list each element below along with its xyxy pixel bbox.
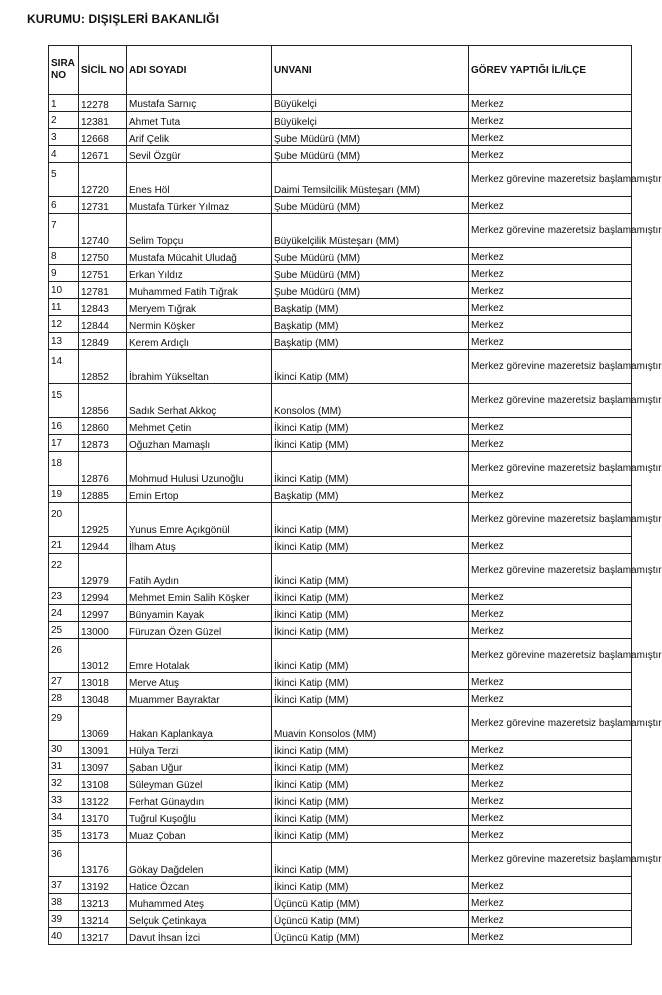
cell-sicil: 12856 (79, 384, 127, 418)
table-row (49, 248, 632, 265)
cell-sicil: 13097 (79, 758, 127, 775)
cell-sira: 5 (49, 163, 79, 197)
cell-sira: 8 (49, 248, 79, 265)
table-row (49, 843, 632, 877)
cell-sicil: 13192 (79, 877, 127, 894)
table-row (49, 503, 632, 537)
cell-gorev-yeri: Merkez (469, 112, 632, 129)
cell-adi-soyadi: Süleyman Güzel (127, 775, 272, 792)
cell-sicil: 12278 (79, 95, 127, 112)
cell-sira: 15 (49, 384, 79, 418)
table-row (49, 333, 632, 350)
cell-sira: 12 (49, 316, 79, 333)
cell-sira: 27 (49, 673, 79, 690)
cell-gorev-yeri: Merkez (469, 690, 632, 707)
cell-sira: 9 (49, 265, 79, 282)
table-row (49, 214, 632, 248)
table-row (49, 894, 632, 911)
cell-adi-soyadi: Ahmet Tuta (127, 112, 272, 129)
cell-sira: 25 (49, 622, 79, 639)
cell-adi-soyadi: Muammer Bayraktar (127, 690, 272, 707)
cell-adi-soyadi: Hatice Özcan (127, 877, 272, 894)
table-row (49, 622, 632, 639)
cell-sira: 14 (49, 350, 79, 384)
cell-sira: 34 (49, 809, 79, 826)
cell-sicil: 12860 (79, 418, 127, 435)
table-row (49, 112, 632, 129)
cell-unvani: İkinci Katip (MM) (272, 877, 469, 894)
cell-sira: 29 (49, 707, 79, 741)
cell-sira: 3 (49, 129, 79, 146)
cell-unvani: İkinci Katip (MM) (272, 843, 469, 877)
cell-adi-soyadi: Ferhat Günaydın (127, 792, 272, 809)
cell-adi-soyadi: Muaz Çoban (127, 826, 272, 843)
cell-sira: 13 (49, 333, 79, 350)
cell-adi-soyadi: Muhammed Ateş (127, 894, 272, 911)
cell-sicil: 13069 (79, 707, 127, 741)
cell-adi-soyadi: Merve Atuş (127, 673, 272, 690)
document-title: KURUMU: DIŞIŞLERİ BAKANLIĞI (27, 12, 220, 26)
table-row (49, 707, 632, 741)
cell-sicil: 13048 (79, 690, 127, 707)
cell-gorev-yeri: Merkez (469, 741, 632, 758)
cell-sira: 40 (49, 928, 79, 945)
cell-gorev-yeri: Merkez (469, 588, 632, 605)
cell-gorev-yeri: Merkez görevine mazeretsiz başlamamıştır (469, 639, 632, 673)
cell-sira: 21 (49, 537, 79, 554)
table-row (49, 588, 632, 605)
cell-gorev-yeri: Merkez görevine mazeretsiz başlamamıştır (469, 503, 632, 537)
table-row (49, 299, 632, 316)
cell-adi-soyadi: Mustafa Mücahit Uludağ (127, 248, 272, 265)
cell-unvani: Konsolos (MM) (272, 384, 469, 418)
cell-sicil: 13018 (79, 673, 127, 690)
header-unvani: UNVANI (272, 46, 469, 95)
cell-sira: 36 (49, 843, 79, 877)
table-row (49, 129, 632, 146)
cell-adi-soyadi: İlham Atuş (127, 537, 272, 554)
cell-adi-soyadi: Yunus Emre Açıkgönül (127, 503, 272, 537)
table-row (49, 554, 632, 588)
cell-sicil: 12944 (79, 537, 127, 554)
header-sira-line1: SIRA (51, 58, 75, 69)
cell-gorev-yeri: Merkez (469, 265, 632, 282)
cell-sira: 24 (49, 605, 79, 622)
cell-sira: 16 (49, 418, 79, 435)
cell-sicil: 13214 (79, 911, 127, 928)
table-row (49, 758, 632, 775)
cell-adi-soyadi: Emin Ertop (127, 486, 272, 503)
table-row (49, 95, 632, 112)
table-row (49, 282, 632, 299)
cell-gorev-yeri: Merkez (469, 911, 632, 928)
cell-adi-soyadi: Fatih Aydın (127, 554, 272, 588)
cell-unvani: İkinci Katip (MM) (272, 588, 469, 605)
cell-sicil: 12731 (79, 197, 127, 214)
cell-adi-soyadi: Mohmud Hulusi Uzunoğlu (127, 452, 272, 486)
cell-unvani: İkinci Katip (MM) (272, 452, 469, 486)
cell-sira: 1 (49, 95, 79, 112)
cell-sicil: 12997 (79, 605, 127, 622)
cell-sira: 7 (49, 214, 79, 248)
header-sicil-no: SİCİL NO (79, 46, 127, 95)
cell-unvani: Muavin Konsolos (MM) (272, 707, 469, 741)
cell-sicil: 12994 (79, 588, 127, 605)
cell-sicil: 12849 (79, 333, 127, 350)
cell-sicil: 12925 (79, 503, 127, 537)
table-row (49, 350, 632, 384)
cell-sicil: 12885 (79, 486, 127, 503)
cell-unvani: Şube Müdürü (MM) (272, 129, 469, 146)
cell-sicil: 12381 (79, 112, 127, 129)
cell-adi-soyadi: Selçuk Çetinkaya (127, 911, 272, 928)
cell-sicil: 12873 (79, 435, 127, 452)
cell-unvani: Büyükelçi (272, 112, 469, 129)
cell-gorev-yeri: Merkez (469, 537, 632, 554)
cell-unvani: Büyükelçi (272, 95, 469, 112)
cell-sira: 31 (49, 758, 79, 775)
table-row (49, 826, 632, 843)
table-row (49, 418, 632, 435)
table-row (49, 911, 632, 928)
cell-unvani: Şube Müdürü (MM) (272, 265, 469, 282)
cell-sicil: 12671 (79, 146, 127, 163)
cell-gorev-yeri: Merkez görevine mazeretsiz başlamamıştır (469, 350, 632, 384)
cell-unvani: İkinci Katip (MM) (272, 809, 469, 826)
cell-gorev-yeri: Merkez (469, 622, 632, 639)
cell-adi-soyadi: Oğuzhan Mamaşlı (127, 435, 272, 452)
table-row (49, 435, 632, 452)
cell-unvani: Şube Müdürü (MM) (272, 197, 469, 214)
table-row (49, 537, 632, 554)
cell-sira: 28 (49, 690, 79, 707)
cell-sira: 11 (49, 299, 79, 316)
cell-unvani: İkinci Katip (MM) (272, 605, 469, 622)
cell-sira: 4 (49, 146, 79, 163)
cell-sira: 26 (49, 639, 79, 673)
cell-adi-soyadi: Mehmet Çetin (127, 418, 272, 435)
table-row (49, 792, 632, 809)
cell-gorev-yeri: Merkez (469, 95, 632, 112)
cell-sira: 10 (49, 282, 79, 299)
cell-gorev-yeri: Merkez (469, 435, 632, 452)
cell-unvani: İkinci Katip (MM) (272, 350, 469, 384)
cell-gorev-yeri: Merkez (469, 826, 632, 843)
cell-adi-soyadi: Kerem Ardıçlı (127, 333, 272, 350)
cell-adi-soyadi: Şaban Uğur (127, 758, 272, 775)
cell-adi-soyadi: Füruzan Özen Güzel (127, 622, 272, 639)
cell-sicil: 12843 (79, 299, 127, 316)
table-row (49, 775, 632, 792)
cell-gorev-yeri: Merkez (469, 282, 632, 299)
cell-sira: 38 (49, 894, 79, 911)
cell-unvani: Üçüncü Katip (MM) (272, 911, 469, 928)
table-header-row (49, 46, 632, 95)
cell-sira: 2 (49, 112, 79, 129)
cell-sicil: 13108 (79, 775, 127, 792)
table-row (49, 146, 632, 163)
cell-unvani: Başkatip (MM) (272, 316, 469, 333)
cell-unvani: Başkatip (MM) (272, 333, 469, 350)
cell-sicil: 13170 (79, 809, 127, 826)
table-row (49, 639, 632, 673)
cell-unvani: Başkatip (MM) (272, 486, 469, 503)
cell-sicil: 12720 (79, 163, 127, 197)
cell-adi-soyadi: Sevil Özgür (127, 146, 272, 163)
header-gorev-yeri: GÖREV YAPTIĞI İL/İLÇE (469, 46, 632, 95)
cell-unvani: İkinci Katip (MM) (272, 639, 469, 673)
cell-sicil: 13122 (79, 792, 127, 809)
cell-gorev-yeri: Merkez (469, 316, 632, 333)
cell-sira: 30 (49, 741, 79, 758)
cell-adi-soyadi: Hülya Terzi (127, 741, 272, 758)
cell-adi-soyadi: Mustafa Sarnıç (127, 95, 272, 112)
table-row (49, 673, 632, 690)
cell-gorev-yeri: Merkez (469, 928, 632, 945)
cell-sicil: 13012 (79, 639, 127, 673)
cell-unvani: Başkatip (MM) (272, 299, 469, 316)
cell-gorev-yeri: Merkez (469, 146, 632, 163)
cell-sicil: 13213 (79, 894, 127, 911)
cell-sira: 37 (49, 877, 79, 894)
cell-gorev-yeri: Merkez (469, 333, 632, 350)
cell-adi-soyadi: Davut İhsan İzci (127, 928, 272, 945)
table-body (49, 95, 662, 945)
cell-gorev-yeri: Merkez (469, 486, 632, 503)
cell-gorev-yeri: Merkez (469, 877, 632, 894)
cell-unvani: İkinci Katip (MM) (272, 826, 469, 843)
header-sira-no (49, 46, 79, 95)
cell-sicil: 12781 (79, 282, 127, 299)
table-row (49, 486, 632, 503)
cell-sicil: 13217 (79, 928, 127, 945)
cell-adi-soyadi: Emre Hotalak (127, 639, 272, 673)
cell-adi-soyadi: Muhammed Fatih Tığrak (127, 282, 272, 299)
cell-unvani: Şube Müdürü (MM) (272, 248, 469, 265)
cell-adi-soyadi: Bünyamin Kayak (127, 605, 272, 622)
cell-sira: 39 (49, 911, 79, 928)
cell-gorev-yeri: Merkez (469, 792, 632, 809)
table-row (49, 452, 632, 486)
cell-unvani: İkinci Katip (MM) (272, 554, 469, 588)
cell-unvani: İkinci Katip (MM) (272, 537, 469, 554)
cell-unvani: İkinci Katip (MM) (272, 758, 469, 775)
cell-sira: 33 (49, 792, 79, 809)
cell-adi-soyadi: Tuğrul Kuşoğlu (127, 809, 272, 826)
cell-adi-soyadi: Nermin Köşker (127, 316, 272, 333)
cell-gorev-yeri: Merkez görevine mazeretsiz başlamamıştır (469, 163, 632, 197)
cell-adi-soyadi: Selim Topçu (127, 214, 272, 248)
cell-sicil: 12876 (79, 452, 127, 486)
cell-adi-soyadi: Mehmet Emin Salih Köşker (127, 588, 272, 605)
cell-unvani: Daimi Temsilcilik Müsteşarı (MM) (272, 163, 469, 197)
cell-adi-soyadi: Mustafa Türker Yılmaz (127, 197, 272, 214)
cell-adi-soyadi: Enes Höl (127, 163, 272, 197)
cell-adi-soyadi: Arif Çelik (127, 129, 272, 146)
table-row (49, 316, 632, 333)
cell-unvani: Şube Müdürü (MM) (272, 146, 469, 163)
cell-gorev-yeri: Merkez (469, 673, 632, 690)
cell-sira: 6 (49, 197, 79, 214)
table-row (49, 163, 632, 197)
table-row (49, 809, 632, 826)
cell-sira: 35 (49, 826, 79, 843)
cell-sicil: 13091 (79, 741, 127, 758)
cell-gorev-yeri: Merkez (469, 248, 632, 265)
cell-unvani: Büyükelçilik Müsteşarı (MM) (272, 214, 469, 248)
cell-sicil: 12844 (79, 316, 127, 333)
cell-sira: 32 (49, 775, 79, 792)
cell-adi-soyadi: Hakan Kaplankaya (127, 707, 272, 741)
cell-sicil: 12668 (79, 129, 127, 146)
cell-gorev-yeri: Merkez görevine mazeretsiz başlamamıştır (469, 452, 632, 486)
table-row (49, 928, 632, 945)
table-row (49, 877, 632, 894)
cell-gorev-yeri: Merkez (469, 197, 632, 214)
cell-sicil: 12852 (79, 350, 127, 384)
cell-unvani: Üçüncü Katip (MM) (272, 894, 469, 911)
table-row (49, 605, 632, 622)
cell-gorev-yeri: Merkez görevine mazeretsiz başlamamıştır (469, 843, 632, 877)
cell-sira: 23 (49, 588, 79, 605)
cell-gorev-yeri: Merkez (469, 775, 632, 792)
cell-unvani: İkinci Katip (MM) (272, 503, 469, 537)
cell-gorev-yeri: Merkez (469, 129, 632, 146)
cell-sicil: 12740 (79, 214, 127, 248)
cell-unvani: İkinci Katip (MM) (272, 690, 469, 707)
cell-sira: 18 (49, 452, 79, 486)
cell-unvani: Üçüncü Katip (MM) (272, 928, 469, 945)
personnel-table (48, 45, 662, 945)
cell-gorev-yeri: Merkez (469, 809, 632, 826)
cell-unvani: İkinci Katip (MM) (272, 435, 469, 452)
cell-unvani: İkinci Katip (MM) (272, 673, 469, 690)
cell-unvani: İkinci Katip (MM) (272, 741, 469, 758)
cell-gorev-yeri: Merkez görevine mazeretsiz başlamamıştır (469, 707, 632, 741)
cell-gorev-yeri: Merkez (469, 299, 632, 316)
table-row (49, 690, 632, 707)
cell-sicil: 12750 (79, 248, 127, 265)
cell-gorev-yeri: Merkez (469, 605, 632, 622)
header-adi-soyadi: ADI SOYADI (127, 46, 272, 95)
cell-gorev-yeri: Merkez (469, 418, 632, 435)
cell-gorev-yeri: Merkez (469, 894, 632, 911)
cell-sira: 19 (49, 486, 79, 503)
cell-sicil: 13173 (79, 826, 127, 843)
cell-adi-soyadi: Erkan Yıldız (127, 265, 272, 282)
table-row (49, 197, 632, 214)
cell-adi-soyadi: İbrahim Yükseltan (127, 350, 272, 384)
table-row (49, 741, 632, 758)
cell-adi-soyadi: Gökay Dağdelen (127, 843, 272, 877)
cell-sicil: 13000 (79, 622, 127, 639)
cell-sicil: 12979 (79, 554, 127, 588)
cell-gorev-yeri: Merkez görevine mazeretsiz başlamamıştır (469, 214, 632, 248)
cell-adi-soyadi: Sadık Serhat Akkoç (127, 384, 272, 418)
cell-unvani: İkinci Katip (MM) (272, 792, 469, 809)
cell-gorev-yeri: Merkez (469, 758, 632, 775)
cell-sicil: 12751 (79, 265, 127, 282)
cell-adi-soyadi: Meryem Tığrak (127, 299, 272, 316)
cell-gorev-yeri: Merkez görevine mazeretsiz başlamamıştır (469, 554, 632, 588)
cell-unvani: İkinci Katip (MM) (272, 418, 469, 435)
header-sira-line2: NO (51, 70, 66, 81)
cell-sicil: 13176 (79, 843, 127, 877)
cell-unvani: Şube Müdürü (MM) (272, 282, 469, 299)
cell-sira: 17 (49, 435, 79, 452)
table-row (49, 384, 632, 418)
cell-unvani: İkinci Katip (MM) (272, 622, 469, 639)
table-row (49, 265, 632, 282)
cell-unvani: İkinci Katip (MM) (272, 775, 469, 792)
cell-sira: 20 (49, 503, 79, 537)
cell-gorev-yeri: Merkez görevine mazeretsiz başlamamıştır (469, 384, 632, 418)
cell-sira: 22 (49, 554, 79, 588)
